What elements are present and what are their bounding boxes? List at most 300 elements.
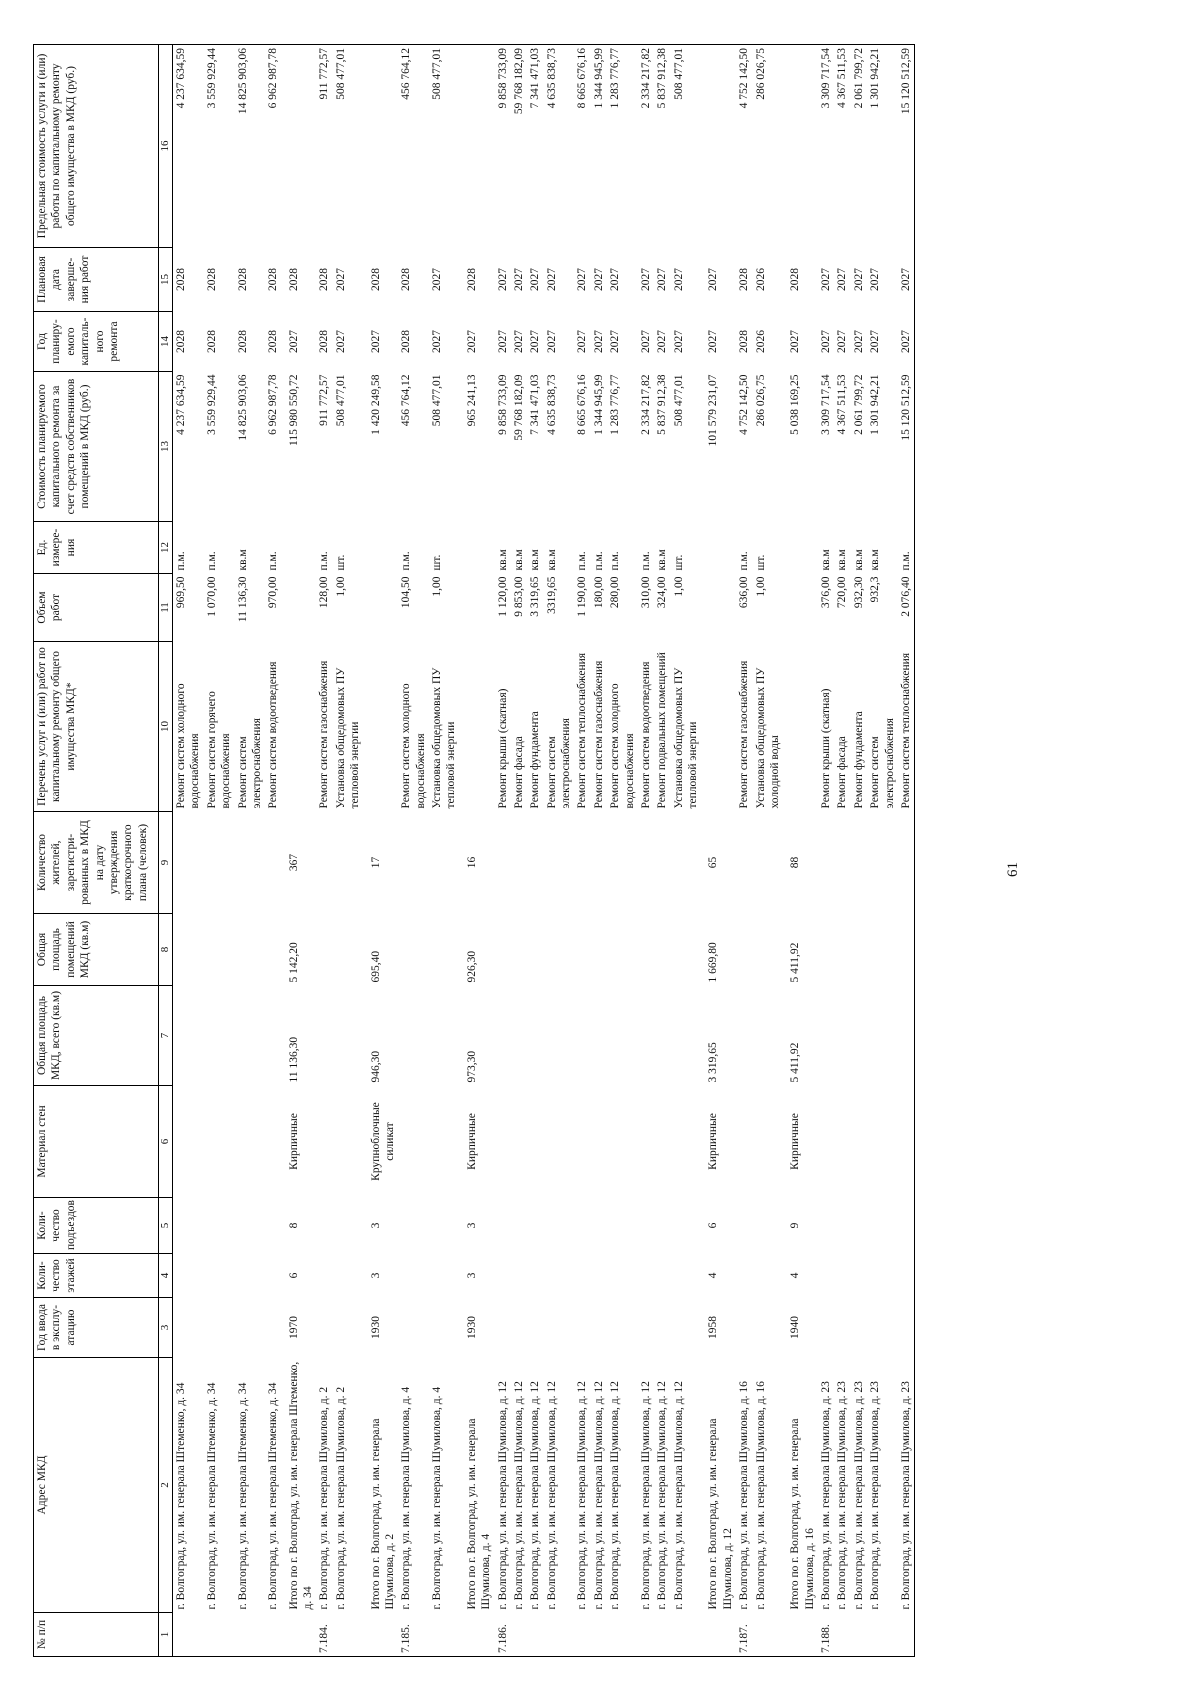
plan-year: 2027 <box>789 330 802 353</box>
total-area <box>898 986 915 1086</box>
build-year <box>574 1298 590 1358</box>
build-year <box>316 1298 332 1358</box>
address: г. Волгоград, ул. им. генерала Шумилова, д. 12 <box>496 1381 509 1610</box>
end-date: 2027 <box>431 268 443 291</box>
floors-count <box>607 1254 638 1298</box>
residents-count <box>316 812 332 914</box>
floors-count <box>511 1254 527 1298</box>
work-type: Ремонт систем электроснабжения <box>236 718 263 809</box>
floors-count <box>204 1254 235 1298</box>
column-header: Общая площадь МКД, всего (кв.м) <box>34 986 159 1086</box>
work-volume: 280,00 <box>609 576 622 609</box>
row-number: 7.184. <box>316 1613 332 1657</box>
planned-cost: 508 477,01 <box>334 374 347 427</box>
premises-area <box>638 914 654 986</box>
premises-area: 5 142,20 <box>287 942 300 983</box>
end-date: 2027 <box>609 268 622 291</box>
row-number <box>898 1613 915 1657</box>
total-area <box>736 986 752 1086</box>
column-number: 7 <box>159 986 173 1086</box>
work-type: Ремонт систем теплоснабжения <box>898 642 915 812</box>
work-type: Ремонт систем водоотведения <box>267 661 280 809</box>
total-area <box>607 986 638 1086</box>
unit: п.м. <box>576 551 589 571</box>
unit: кв.м <box>512 549 525 571</box>
wall-material: Кирпичные <box>707 1113 720 1170</box>
page-number: 61 <box>1005 862 1021 877</box>
build-year <box>398 1298 429 1358</box>
plan-year: 2027 <box>852 330 865 353</box>
premises-area <box>851 914 867 986</box>
limit-cost: 7 341 471,03 <box>527 45 543 248</box>
plan-year: 2027 <box>465 330 478 353</box>
entrances-count <box>671 1198 702 1254</box>
column-number: 9 <box>159 812 173 914</box>
table-row <box>429 45 460 1657</box>
wall-material <box>654 1086 670 1198</box>
wall-material <box>898 1086 915 1198</box>
planned-cost: 59 768 182,09 <box>512 374 525 441</box>
limit-cost: 508 477,01 <box>429 45 460 248</box>
plan-year: 2028 <box>318 330 331 353</box>
unit: п.м. <box>592 551 605 571</box>
table-row <box>265 45 281 1657</box>
build-year <box>591 1298 607 1358</box>
limit-cost: 1 344 945,99 <box>591 45 607 248</box>
column-header: Предельная стоимость услуги и (или) работы по капитальному ремонту общего имущества в МКД (руб.) <box>34 45 159 248</box>
residents-count <box>429 812 460 914</box>
address: г. Волгоград, ул. им. генерала Шумилова, д. 23 <box>836 1381 849 1610</box>
planned-cost: 6 962 987,78 <box>267 374 280 435</box>
table-row <box>398 45 429 1657</box>
build-year <box>235 1298 266 1358</box>
column-header: Год планиру-емого капиталь-ного ремонта <box>34 312 159 372</box>
column-header: Количество жителей, зарегистри-рованных в МКД на дату утверждения краткосрочного плана (человек) <box>34 812 159 914</box>
limit-cost: 8 665 676,16 <box>574 45 590 248</box>
work-volume <box>783 574 818 642</box>
premises-area: 926,30 <box>465 950 478 983</box>
floors-count <box>544 1254 575 1298</box>
entrances-count <box>265 1198 281 1254</box>
work-volume: 1,00 <box>334 576 347 597</box>
address: г. Волгоград, ул. им. генерала Шумилова, д. 16 <box>754 1381 767 1610</box>
column-number: 16 <box>159 45 173 248</box>
work-type: Ремонт систем газоснабжения <box>738 660 751 809</box>
build-year: 1970 <box>287 1316 300 1339</box>
column-header: Коли-чество подъездов <box>34 1198 159 1254</box>
entrances-count <box>429 1198 460 1254</box>
column-number: 12 <box>159 522 173 574</box>
unit: кв.м <box>545 549 558 571</box>
wall-material <box>495 1086 511 1198</box>
floors-count <box>527 1254 543 1298</box>
build-year <box>607 1298 638 1358</box>
address: г. Волгоград, ул. им. генерала Шумилова, д. 12 <box>609 1381 622 1610</box>
residents-count <box>867 812 898 914</box>
residents-count: 65 <box>707 856 720 869</box>
table-row <box>333 45 364 1657</box>
work-type <box>282 642 317 812</box>
build-year <box>818 1298 834 1358</box>
entrances-count <box>736 1198 752 1254</box>
unit: кв.м <box>656 549 669 571</box>
premises-area <box>265 914 281 986</box>
total-area <box>654 986 670 1086</box>
unit: кв.м <box>529 549 542 571</box>
wall-material <box>753 1086 784 1198</box>
column-number: 11 <box>159 574 173 642</box>
floors-count <box>654 1254 670 1298</box>
planned-cost: 1 420 249,58 <box>369 374 382 435</box>
work-volume: 636,00 <box>738 576 751 609</box>
address: г. Волгоград, ул. им. генерала Шумилова, д. 12 <box>545 1381 558 1610</box>
entrances-count <box>316 1198 332 1254</box>
limit-cost <box>460 45 495 248</box>
plan-year: 2027 <box>672 330 685 353</box>
total-area <box>235 986 266 1086</box>
unit: шт. <box>672 554 685 571</box>
floors-count <box>851 1254 867 1298</box>
residents-count <box>574 812 590 914</box>
column-number: 10 <box>159 642 173 812</box>
limit-cost: 5 837 912,38 <box>654 45 670 248</box>
address: г. Волгоград, ул. им. генерала Шумилова, д. 16 <box>738 1381 751 1610</box>
floors-count <box>671 1254 702 1298</box>
repair-plan-table <box>33 44 915 1657</box>
planned-cost: 5 038 169,25 <box>789 374 802 435</box>
wall-material <box>544 1086 575 1198</box>
total-area: 3 319,65 <box>707 1042 720 1083</box>
residents-count: 88 <box>789 856 802 869</box>
end-date: 2027 <box>592 268 605 291</box>
entrances-count <box>898 1198 915 1254</box>
subtotal-row <box>282 45 317 1657</box>
row-number <box>607 1613 638 1657</box>
column-number: 4 <box>159 1254 173 1298</box>
total-area <box>867 986 898 1086</box>
end-date: 2027 <box>512 268 525 291</box>
row-number: 7.188. <box>818 1613 834 1657</box>
plan-year: 2027 <box>431 330 443 353</box>
limit-cost: 4 367 511,53 <box>834 45 850 248</box>
plan-year: 2027 <box>609 330 622 353</box>
column-header: Плановая дата заверше-ния работ <box>34 248 159 312</box>
planned-cost: 1 283 776,77 <box>609 374 622 435</box>
limit-cost: 456 764,12 <box>398 45 429 248</box>
wall-material: Кирпичные <box>789 1113 802 1170</box>
planned-cost: 4 752 142,50 <box>738 374 751 435</box>
wall-material <box>834 1086 850 1198</box>
entrances-count <box>544 1198 575 1254</box>
work-type: Установка общедомовых ПУ тепловой энергии <box>431 667 458 809</box>
wall-material <box>736 1086 752 1198</box>
entrances-count <box>511 1198 527 1254</box>
total-area <box>834 986 850 1086</box>
premises-area <box>204 914 235 986</box>
row-number <box>333 1613 364 1657</box>
column-header: Материал стен <box>34 1086 159 1198</box>
row-number <box>511 1613 527 1657</box>
address: г. Волгоград, ул. им. генерала Шумилова, д. 12 <box>656 1381 669 1610</box>
end-date: 2027 <box>545 268 558 291</box>
unit: п.м. <box>205 551 218 571</box>
row-number <box>460 1613 495 1657</box>
wall-material <box>591 1086 607 1198</box>
build-year <box>511 1298 527 1358</box>
plan-year: 2027 <box>656 330 669 353</box>
column-header: Общая площадь помещений МКД (кв.м) <box>34 914 159 986</box>
total-area <box>818 986 834 1086</box>
premises-area <box>495 914 511 986</box>
total-area <box>316 986 332 1086</box>
entrances-count <box>591 1198 607 1254</box>
table-row <box>654 45 670 1657</box>
table-row <box>574 45 590 1657</box>
work-volume: 969,50 <box>175 576 187 609</box>
limit-cost: 15 120 512,59 <box>898 45 915 248</box>
build-year: 1930 <box>369 1316 382 1339</box>
residents-count <box>495 812 511 914</box>
work-volume: 180,00 <box>592 576 605 609</box>
work-type: Ремонт крыши (скатная) <box>820 688 832 809</box>
unit: п.м. <box>175 551 187 571</box>
end-date: 2028 <box>400 268 413 291</box>
premises-area <box>753 914 784 986</box>
planned-cost: 4 237 634,59 <box>175 374 187 435</box>
end-date: 2028 <box>287 268 300 291</box>
row-number <box>851 1613 867 1657</box>
planned-cost: 1 344 945,99 <box>592 374 605 435</box>
planned-cost: 4 367 511,53 <box>836 374 849 435</box>
subtotal-row <box>364 45 399 1657</box>
unit: шт. <box>754 554 767 571</box>
work-type: Ремонт систем теплоснабжения <box>576 652 589 809</box>
floors-count <box>898 1254 915 1298</box>
work-type: Ремонт систем холодного водоснабжения <box>175 683 202 809</box>
column-number: 8 <box>159 914 173 986</box>
row-number <box>591 1613 607 1657</box>
plan-year: 2028 <box>267 330 280 353</box>
entrances-count <box>818 1198 834 1254</box>
residents-count <box>753 812 784 914</box>
work-volume: 970,00 <box>267 576 280 609</box>
total-area: 946,30 <box>369 1050 382 1083</box>
unit: п.м. <box>898 522 915 574</box>
entrances-count <box>495 1198 511 1254</box>
floors-count <box>753 1254 784 1298</box>
column-number: 2 <box>159 1358 173 1613</box>
row-number <box>654 1613 670 1657</box>
unit: кв.м <box>496 549 509 571</box>
row-number <box>364 1613 399 1657</box>
plan-year: 2027 <box>820 330 832 353</box>
total-area <box>591 986 607 1086</box>
address: г. Волгоград, ул. им. генерала Шумилова, д. 23 <box>869 1381 882 1610</box>
residents-count <box>527 812 543 914</box>
total-area: 11 136,30 <box>287 1036 300 1083</box>
address: г. Волгоград, ул. им. генерала Штеменко, д. 34 <box>236 1382 249 1610</box>
residents-count <box>607 812 638 914</box>
entrances-count <box>867 1198 898 1254</box>
table-row <box>527 45 543 1657</box>
build-year: 1930 <box>465 1316 478 1339</box>
planned-cost: 2 334 217,82 <box>639 374 652 435</box>
row-number <box>701 1613 736 1657</box>
premises-area: 5 411,92 <box>789 942 802 983</box>
build-year <box>638 1298 654 1358</box>
address: Итого по г. Волгоград, ул. им. генерала Шумилова, д. 4 <box>465 1418 493 1610</box>
limit-cost <box>701 45 736 248</box>
address: Итого по г. Волгоград, ул. им. генерала Шумилова, д. 12 <box>707 1418 734 1610</box>
residents-count: 17 <box>369 856 382 869</box>
work-type: Ремонт систем горячего водоснабжения <box>205 691 233 809</box>
end-date: 2028 <box>267 268 280 291</box>
limit-cost: 4 752 142,50 <box>736 45 752 248</box>
row-number: 7.187. <box>736 1613 752 1657</box>
residents-count <box>173 812 204 914</box>
floors-count: 4 <box>707 1272 720 1279</box>
limit-cost: 2 061 799,72 <box>851 45 867 248</box>
wall-material <box>638 1086 654 1198</box>
entrances-count <box>398 1198 429 1254</box>
build-year <box>495 1298 511 1358</box>
table-row <box>834 45 850 1657</box>
floors-count: 4 <box>789 1272 802 1279</box>
address: г. Волгоград, ул. им. генерала Шумилова, д. 12 <box>639 1381 652 1610</box>
build-year <box>834 1298 850 1358</box>
end-date: 2028 <box>465 268 478 291</box>
column-header: Адрес МКД <box>34 1358 159 1613</box>
residents-count <box>736 812 752 914</box>
build-year <box>333 1298 364 1358</box>
floors-count: 3 <box>369 1272 382 1279</box>
work-volume: 932,3 <box>869 576 882 603</box>
premises-area <box>544 914 575 986</box>
end-date: 2027 <box>852 268 865 291</box>
floors-count <box>398 1254 429 1298</box>
unit: п.м. <box>267 551 280 571</box>
wall-material <box>671 1086 702 1198</box>
floors-count <box>638 1254 654 1298</box>
planned-cost: 2 061 799,72 <box>852 374 865 435</box>
address: г. Волгоград, ул. им. генерала Штеменко, д. 34 <box>205 1382 218 1610</box>
address: Итого по г. Волгоград, ул. им. генерала Шумилова, д. 16 <box>789 1418 816 1610</box>
work-volume: 1 120,00 <box>496 576 509 617</box>
column-number: 1 <box>159 1613 173 1657</box>
entrances-count: 9 <box>789 1222 802 1229</box>
build-year <box>736 1298 752 1358</box>
table-row <box>173 45 204 1657</box>
end-date: 2027 <box>672 268 685 291</box>
floors-count <box>591 1254 607 1298</box>
limit-cost: 3 309 717,54 <box>818 45 834 248</box>
row-number <box>574 1613 590 1657</box>
planned-cost: 9 858 733,09 <box>496 374 509 435</box>
row-number <box>173 1613 204 1657</box>
row-number <box>834 1613 850 1657</box>
unit <box>701 522 736 574</box>
wall-material <box>235 1086 266 1198</box>
address: г. Волгоград, ул. им. генерала Штеменко, д. 34 <box>267 1382 280 1610</box>
plan-year: 2027 <box>836 330 849 353</box>
end-date: 2026 <box>754 268 767 291</box>
address: г. Волгоград, ул. им. генерала Шумилова, д. 2 <box>318 1386 331 1610</box>
work-volume: 3319,65 <box>545 576 558 614</box>
total-area <box>544 986 575 1086</box>
plan-year: 2027 <box>576 330 589 353</box>
planned-cost: 3 559 929,44 <box>205 374 218 435</box>
premises-area <box>654 914 670 986</box>
build-year <box>173 1298 204 1358</box>
table-row <box>495 45 511 1657</box>
planned-cost: 965 241,13 <box>465 374 478 427</box>
floors-count <box>574 1254 590 1298</box>
subtotal-row <box>701 45 736 1657</box>
limit-cost <box>783 45 818 248</box>
build-year <box>867 1298 898 1358</box>
plan-year: 2027 <box>529 330 542 353</box>
work-volume: 1 190,00 <box>576 576 589 617</box>
wall-material <box>173 1086 204 1198</box>
end-date: 2027 <box>707 268 720 291</box>
build-year <box>429 1298 460 1358</box>
wall-material <box>527 1086 543 1198</box>
build-year: 1958 <box>707 1316 720 1339</box>
column-number: 14 <box>159 312 173 372</box>
table-row <box>511 45 527 1657</box>
limit-cost: 59 768 182,09 <box>511 45 527 248</box>
premises-area <box>834 914 850 986</box>
end-date: 2027 <box>869 268 882 291</box>
table-row <box>544 45 575 1657</box>
premises-area <box>867 914 898 986</box>
row-number <box>753 1613 784 1657</box>
residents-count <box>834 812 850 914</box>
limit-cost <box>282 45 317 248</box>
address: г. Волгоград, ул. им. генерала Шумилова, д. 12 <box>592 1381 605 1610</box>
end-date: 2028 <box>789 268 802 291</box>
build-year <box>753 1298 784 1358</box>
unit: кв.м <box>869 549 882 571</box>
planned-cost: 5 837 912,38 <box>656 374 669 435</box>
address: г. Волгоград, ул. им. генерала Шумилова, д. 23 <box>852 1381 865 1610</box>
build-year <box>671 1298 702 1358</box>
work-type <box>701 642 736 812</box>
unit <box>282 522 317 574</box>
premises-area <box>527 914 543 986</box>
column-number: 5 <box>159 1198 173 1254</box>
column-header: Объем работ <box>34 574 159 642</box>
entrances-count <box>204 1198 235 1254</box>
entrances-count <box>851 1198 867 1254</box>
planned-cost: 508 477,01 <box>672 374 685 427</box>
entrances-count: 3 <box>369 1222 382 1229</box>
end-date: 2027 <box>496 268 509 291</box>
column-number: 15 <box>159 248 173 312</box>
wall-material <box>607 1086 638 1198</box>
build-year <box>544 1298 575 1358</box>
limit-cost: 911 772,57 <box>316 45 332 248</box>
table-row <box>235 45 266 1657</box>
work-volume: 1,00 <box>672 576 685 597</box>
residents-count <box>671 812 702 914</box>
work-volume: 1,00 <box>431 576 443 597</box>
unit: шт. <box>431 554 443 571</box>
floors-count <box>333 1254 364 1298</box>
work-volume <box>282 574 317 642</box>
end-date: 2028 <box>236 268 249 291</box>
work-volume: 310,00 <box>639 576 652 609</box>
